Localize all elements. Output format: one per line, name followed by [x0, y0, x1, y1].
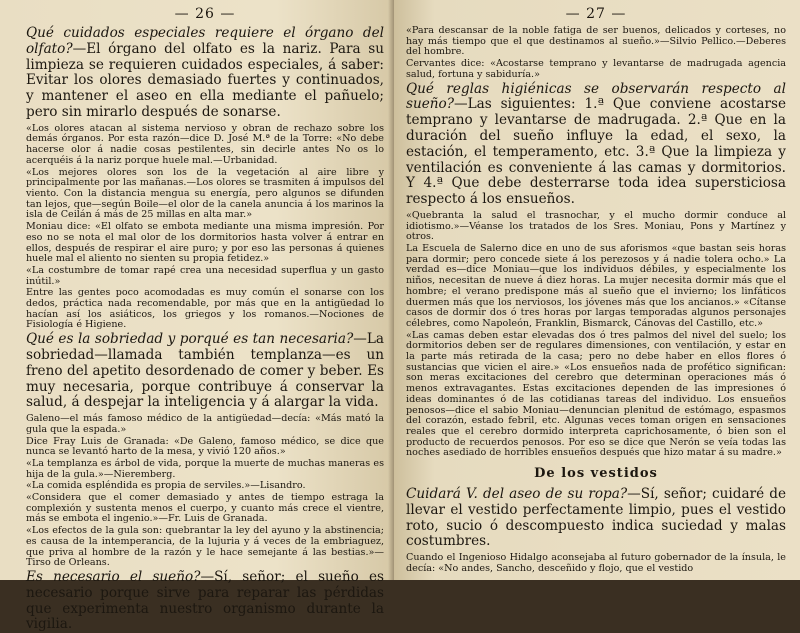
quote-paragraph [406, 26, 786, 58]
paragraph-text: «Para descansar de la noble fatiga de ser buenos, delicados y corteses, no hay más tiempo que el que destinamos al sueño.»—Silvio Pellico.—Deberes del hombre. [406, 25, 786, 58]
paragraph-text: Moniau dice: «El olfato se embota mediante una misma impresión. Por eso no se nota el mal olor de los dormitorios hasta volver á entrar en ellos, después de respirar el aire puro; y por eso las personas á quienes huele mal el aliento no sienten su propia fetidez.» [26, 221, 384, 265]
quote-paragraph [406, 211, 786, 243]
paragraph-text: «La comida espléndida es propia de serviles.»—Lisandro. [26, 480, 306, 492]
answer-text: —La sobriedad—llamada también templanza—es un freno del apetito desordenado de comer y beber. Es muy necesaria, porque contribuye á conservar la salud, á despejar la inteligencia y á alargar la vida. [26, 331, 384, 411]
question-paragraph [26, 570, 384, 633]
answer-text: —Sí, señor; cuidaré de llevar el vestido perfectamente limpio, pues el vestido roto, sucio ó descompuesto indica suciedad y malas costumbres. [406, 486, 786, 550]
question-text: Es necesario el sueño? [26, 568, 201, 585]
answer-text: —El órgano del olfato es la nariz. Para su limpieza se requieren cuidados especiales, á saber: Evitar los olores demasiado fuertes y continuados, y mantener el aseo en ella mediante el pañuelo; pero sin mirarlo después de sonarse. [26, 40, 384, 120]
quote-paragraph [406, 244, 786, 330]
paragraph-text: «Los mejores olores son los de la vegetación al aire libre y principalmente por las mañanas.—Los olores se trasmiten á impulsos del viento. Con la distancia mengua su energía, pero algunos se difunden tan lejos, que—según Boile—el olor de la canela anuncia á los marinos la isla de Ceilán á más de 25 millas en alta mar.» [26, 166, 384, 221]
answer-text: —Sí, señor; el sueño es necesario porque sirve para reparar las pérdidas que experimenta nuestro organismo durante la vigilia. [26, 568, 385, 633]
answer-text: —Las siguientes: 1.ª Que conviene acostarse temprano y levantarse de madrugada. 2.ª Que en la duración del sueño influye la edad, el sexo, la estación, el temperamento, etc. 3.ª Que la limpieza y ventilación es conveniente á las camas y dormitorios. Y 4.ª Que debe desterrarse toda idea supersticiosa respecto á los ensueños. [406, 96, 786, 208]
quote-paragraph [26, 288, 384, 331]
paragraph-text: «Los olores atacan al sistema nervioso y obran de rechazo sobre los demás órganos. Por esta razón—dice D. José M.ª de la Torre: «No debe hacerse olor á nadie cosas pestilentes, sin decirle antes No os lo acerquéis á la nariz porque huele mal.—Urbanidad. [26, 122, 384, 166]
quote-paragraph [26, 437, 384, 458]
quote-paragraph [26, 481, 384, 492]
question-paragraph [406, 487, 786, 550]
quote-paragraph [26, 124, 384, 167]
paragraph-text: «Quebranta la salud el trasnochar, y el mucho dormir conduce al idiotismo.»—Véanse los tratados de los Sres. Moniau, Pons y Martínez y otros. [406, 209, 786, 243]
quote-paragraph [26, 526, 384, 569]
page-number: — 26 — [174, 6, 236, 22]
question-text: Qué cuidados especiales requiere el órgano del olfato? [26, 25, 384, 57]
question-paragraph [26, 332, 384, 411]
paragraph-text: Galeno—el más famoso médico de la antigüedad—decía: «Más mató la gula que la espada.» [26, 413, 384, 435]
quote-paragraph [26, 459, 384, 480]
page-number: — 27 — [565, 6, 627, 22]
question-text: Qué reglas higiénicas se observarán respecto al sueño? [406, 80, 786, 113]
paragraph-text: Dice Fray Luis de Granada: «De Galeno, famoso médico, se dice que nunca se levantó harto de la mesa, y vivió 120 años.» [26, 435, 384, 458]
paragraph-text: «La costumbre de tomar rapé crea una necesidad superflua y un gasto inútil.» [26, 264, 384, 287]
paragraph-text: Entre las gentes poco acomodadas es muy común el sonarse con los dedos, práctica nada recomendable, por más que en la antigüedad lo hacían así los asiáticos, los griegos y los romanos.—Nociones de Fisiología é Higiene. [26, 287, 384, 331]
paragraph-text: La Escuela de Salerno dice en uno de sus aforismos «que bastan seis horas para dormir; pero concede siete á los perezosos y á nadie tolera ocho.» La verdad es—dice Moniau—que los individuos débiles, y especialmente los niños, necesitan de nueve á diez horas. La mujer necesita dormir más que el hombre; el verano predispone más al sueño que el invierno; los linfáticos duermen más que los nerviosos, los jóvenes más que los ancianos.» «Cítanse casos de dormir dos ó tres horas por largas temporadas algunos personajes célebres, como Napoleón, Franklin, Bismarck, Cánovas del Castillo, etc.» [406, 243, 786, 329]
paragraph-text: «Los efectos de la gula son: quebrantar la ley del ayuno y la abstinencia; es causa de la intemperancia, de la lujuria y á veces de la embriaguez, que priva al hombre de la razón y le hace semejante á las bestias.»—Tirso de Orleans. [26, 525, 384, 569]
paragraph-text: «Considera que el comer demasiado y antes de tiempo estraga la complexión y sustenta menos el cuerpo, y cuanto más crece el vientre, más se embota el ingenio.»—Fr. Luis de Granada. [26, 492, 384, 525]
quote-paragraph [26, 266, 384, 287]
question-paragraph [26, 26, 384, 121]
quote-paragraph [406, 331, 786, 459]
section-heading: De los vestidos [534, 466, 658, 482]
paragraph-text: «La templanza es árbol de vida, porque la muerte de muchas maneras es hija de la gula.»—Nieremberg. [26, 457, 384, 480]
page-text [26, 26, 384, 633]
quote-paragraph [26, 414, 384, 435]
quote-paragraph [406, 59, 786, 80]
paragraph-text: «Las camas deben estar elevadas dos ó tres palmos del nivel del suelo; los dormitorios deben ser de regulares dimensiones, con ventilación, y estar en la parte más retirada de la casa; pero no debe haber en ellos flores ó sustancias que vicien el aire.» «Los ensueños nada de profético significan: son meras excitaciones del cerebro que determinan operaciones más ó menos extravagantes. Estas excitaciones dependen de las impresiones ó ideas dominantes ó de las cotidianas tareas del individuo. Los ensueños penosos—dice el sabio Moniau—denuncian plenitud de estómago, espasmos del corazón, estado febril, etc. Algunas veces toman origen en sensaciones reales que el cerebro dormido interpreta caprichosamente, ó bien son el producto de recuerdos penosos. Por eso se dice que Nerón se veía todas las noches asediado de horribles ensueños después que hizo matar á su madre.» [406, 329, 786, 459]
page-text [406, 26, 786, 575]
right-page [394, 0, 800, 580]
paragraph-text: Cuando el Ingenioso Hidalgo aconsejaba al futuro gobernador de la ínsula, le decía: «No andes, Sancho, desceñido y flojo, que el vestido [406, 552, 786, 574]
question-text: Cuidará V. del aseo de su ropa? [406, 486, 628, 503]
paragraph-text: Cervantes dice: «Acostarse temprano y levantarse de madrugada agencia salud, fortuna y sabiduría.» [406, 58, 786, 80]
question-paragraph [406, 82, 786, 208]
left-page [0, 0, 394, 633]
quote-paragraph [26, 168, 384, 222]
question-text: Qué es la sobriedad y porqué es tan necesaria? [26, 331, 354, 348]
quote-paragraph [26, 222, 384, 265]
quote-paragraph [406, 553, 786, 574]
quote-paragraph [26, 493, 384, 525]
